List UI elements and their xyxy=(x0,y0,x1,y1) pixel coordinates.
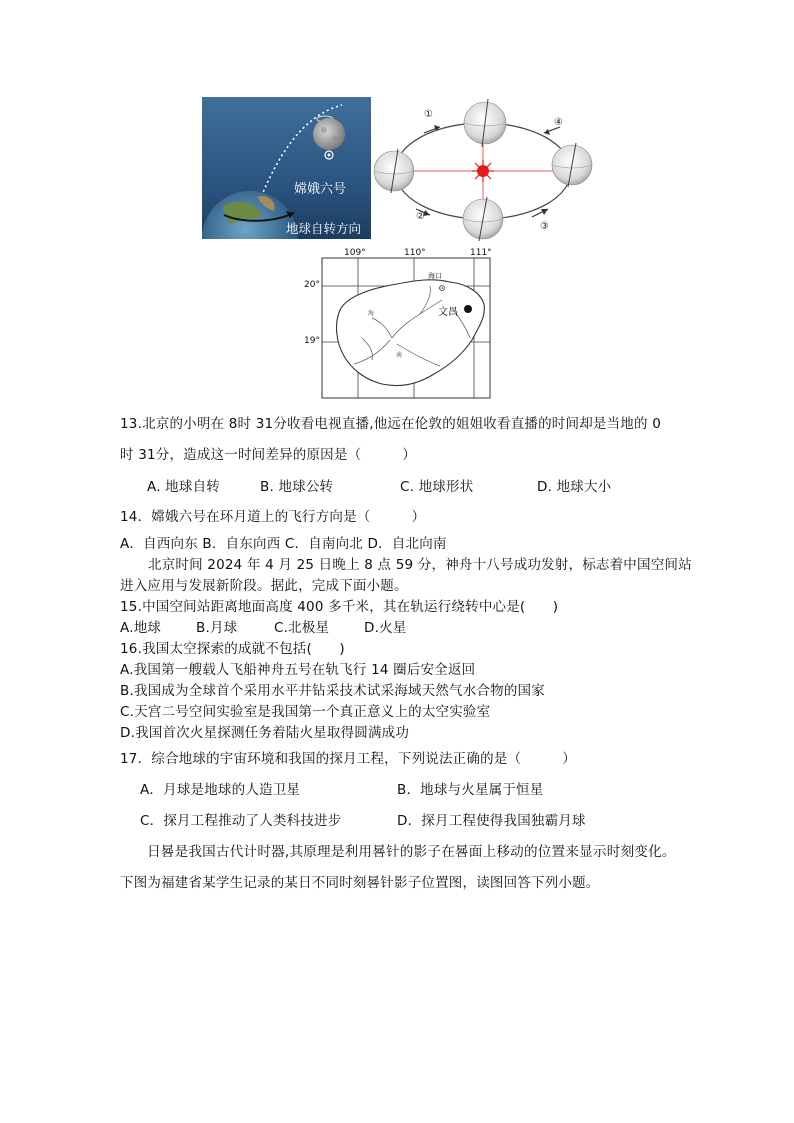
passage2-line1: 日晷是我国古代计时器,其原理是利用晷针的影子在晷面上移动的位置来显示时刻变化。 xyxy=(147,844,676,860)
q14-options[interactable]: A．自西向东 B．自东向西 C．自南向北 D．自北向南 xyxy=(120,536,447,552)
q15-stem: 15.中国空间站距离地面高度 400 多千米，其在轨运行绕转中心是( ) xyxy=(120,599,559,615)
lon-label-111: 111° xyxy=(470,248,492,258)
earth-orbit-figure xyxy=(372,97,594,242)
q15-option-a[interactable]: A.地球 xyxy=(120,620,162,636)
haikou-label: 海口 xyxy=(428,272,442,280)
q13-stem-line1: 13.北京的小明在 8时 31分收看电视直播,他远在伦敦的姐姐收看直播的时间却是当地的 0 xyxy=(120,416,661,432)
hainan-map xyxy=(302,248,492,400)
rotation-direction-label: 地球自转方向 xyxy=(286,221,362,236)
q13-option-d[interactable]: D. 地球大小 xyxy=(537,479,612,495)
q16-option-c[interactable]: C.天宫二号空间实验室是我国第一个真正意义上的太空实验室 xyxy=(120,704,491,720)
q17-option-c[interactable]: C．探月工程推动了人类科技进步 xyxy=(140,813,342,829)
lon-label-110: 110° xyxy=(404,248,426,258)
q17-option-a[interactable]: A．月球是地球的人造卫星 xyxy=(140,782,301,798)
q13-option-b[interactable]: B. 地球公转 xyxy=(260,479,334,495)
passage2-line2: 下图为福建省某学生记录的某日不同时刻晷针影子位置图，读图回答下列小题。 xyxy=(120,875,600,891)
chang-e-6-illustration xyxy=(202,97,371,239)
q14-stem: 14．嫦娥六号在环月道上的飞行方向是（ ） xyxy=(120,509,426,525)
q15-option-c[interactable]: C.北极星 xyxy=(274,620,330,636)
spacecraft-label: 嫦娥六号 xyxy=(294,182,347,197)
orbit-marker-3: ③ xyxy=(540,221,549,232)
q17-option-d[interactable]: D．探月工程使得我国独霸月球 xyxy=(397,813,586,829)
wenchang-label: 文昌 xyxy=(438,307,458,318)
lat-label-20: 20° xyxy=(304,280,320,290)
orbit-marker-2: ② xyxy=(416,211,425,222)
passage1-line1: 北京时间 2024 年 4 月 25 日晚上 8 点 59 分，神舟十八号成功发射，标志着中国空间站 xyxy=(148,557,692,573)
lon-label-109: 109° xyxy=(344,248,366,258)
hainan-map-figure xyxy=(302,248,492,400)
orbit-marker-1: ① xyxy=(424,109,433,120)
passage1-line2: 进入应用与发展新阶段。据此，完成下面小题。 xyxy=(120,578,408,594)
q13-option-a[interactable]: A. 地球自转 xyxy=(147,479,220,495)
lat-label-19: 19° xyxy=(304,336,320,346)
earth-position-bottom-icon xyxy=(463,197,503,241)
q16-stem: 16.我国太空探索的成就不包括( ) xyxy=(120,641,345,657)
region-label-hai: 海 xyxy=(368,310,375,317)
q17-option-b[interactable]: B．地球与火星属于恒星 xyxy=(397,782,544,798)
sun-icon xyxy=(472,160,494,182)
earth-position-top-icon xyxy=(464,99,506,147)
orbit-marker-4: ④ xyxy=(554,117,563,128)
q16-option-b[interactable]: B.我国成为全球首个采用水平井钻采技术试采海域天然气水合物的国家 xyxy=(120,683,545,699)
region-label-nan: 南 xyxy=(396,352,403,359)
q16-option-d[interactable]: D.我国首次火星探测任务着陆火星取得圆满成功 xyxy=(120,725,410,741)
q16-option-a[interactable]: A.我国第一艘载人飞船神舟五号在轨飞行 14 圈后安全返回 xyxy=(120,662,476,678)
q13-option-c[interactable]: C. 地球形状 xyxy=(400,479,474,495)
q15-option-b[interactable]: B.月球 xyxy=(196,620,238,636)
earth-position-right-icon xyxy=(552,143,592,187)
q13-stem-line2: 时 31分，造成这一时间差异的原因是（ ） xyxy=(120,447,417,463)
chang-e-6-figure xyxy=(202,97,371,239)
q17-stem: 17．综合地球的宇宙环境和我国的探月工程，下列说法正确的是（ ） xyxy=(120,751,576,767)
earth-position-left-icon xyxy=(374,149,414,193)
q15-option-d[interactable]: D.火星 xyxy=(364,620,407,636)
